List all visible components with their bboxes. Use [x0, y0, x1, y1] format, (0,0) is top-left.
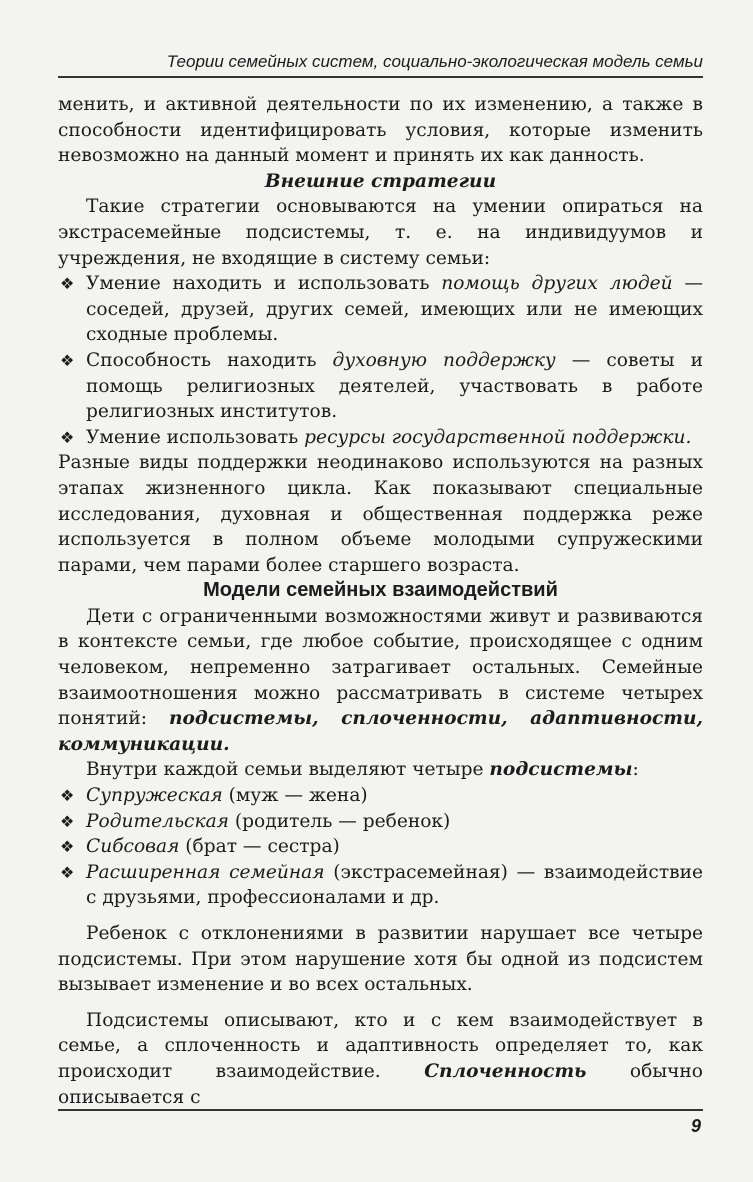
- key-concepts: подсистемы, сплоченности, адаптивности, коммуникации.: [58, 708, 703, 755]
- diamond-bullet-icon: ❖: [60, 274, 75, 294]
- diamond-bullet-icon: ❖: [60, 862, 75, 882]
- intro-paragraph: менить, и активной деятельности по их изменению, а также в способности идентифицировать условия, которые изменить невозможно на данный момент и принять их как данность.: [58, 94, 703, 167]
- diamond-bullet-icon: ❖: [60, 837, 75, 857]
- emphasis: ресурсы государственной поддержки.: [304, 426, 692, 448]
- page-body: [58, 92, 703, 1110]
- subsystems-list: [58, 783, 703, 911]
- diamond-bullet-icon: ❖: [60, 811, 75, 831]
- subheading-external-strategies: Внешние стратегии: [264, 170, 497, 192]
- list-item: ❖ Родительская (родитель — ребенок): [58, 809, 703, 835]
- list-item: ❖ Супружеская (муж — жена): [58, 783, 703, 809]
- models-paragraph-1: Дети с ограниченными возможностями живут и развиваются в контексте семьи, где любое событие, происходящее с одним человеком, непременно затрагивает остальных. Семейные взаимоотношения можно рассматривать в системе четырех понятий: подсистемы, сплоченности, адаптивности, коммуникации.: [58, 605, 703, 755]
- diamond-bullet-icon: ❖: [60, 350, 75, 370]
- term-cohesion: Сплоченность: [424, 1060, 587, 1082]
- diamond-bullet-icon: ❖: [60, 786, 75, 806]
- list-item: ❖ Умение находить и использовать помощь других людей — соседей, друзей, других семей, имеющих или не имеющих сходные проблемы.: [60, 273, 704, 346]
- term-subsystems: подсистемы: [489, 759, 633, 781]
- support-paragraph: Разные виды поддержки неодинаково используются на разных этапах жизненного цикла. Как показывают специальные исследования, духовная и общественная поддержка реже используется в полном объеме молодыми супружескими парами, чем парами более старшего возраста.: [58, 452, 703, 576]
- emphasis: помощь других людей: [441, 273, 673, 295]
- diamond-bullet-icon: ❖: [60, 427, 75, 447]
- models-paragraph-2: Внутри каждой семьи выделяют четыре подсистемы:: [86, 759, 639, 781]
- page-number: 9: [690, 1116, 701, 1136]
- footer-rule: [58, 1109, 703, 1111]
- running-title: Теории семейных систем, социально-экологическая модель семьи: [166, 52, 703, 71]
- list-item: ❖ Умение использовать ресурсы государственной поддержки.: [58, 425, 703, 451]
- external-strategies-list: [58, 271, 703, 450]
- emphasis: духовную поддержку: [332, 349, 556, 371]
- models-paragraph-4: Подсистемы описывают, кто и с кем взаимодействует в семье, а сплоченность и адаптивность определяет то, как происходит взаимодействие. Сплоченность обычно описывается с: [58, 1009, 703, 1108]
- list-item: ❖ Сибсовая (брат — сестра): [58, 834, 703, 860]
- section-title-family-interaction-models: Модели семейных взаимодействий: [203, 579, 558, 602]
- external-lead-paragraph: Такие стратегии основываются на умении опираться на экстрасемейные подсистемы, т. е. на индивидуумов и учреждения, не входящие в систему семьи:: [58, 196, 703, 269]
- running-header: [58, 52, 703, 78]
- models-paragraph-3: Ребенок с отклонениями в развитии нарушает все четыре подсистемы. При этом нарушение хотя бы одной из подсистем вызывает изменение и во всех остальных.: [58, 923, 703, 996]
- list-item: ❖ Расширенная семейная (экстрасемейная) — взаимодействие с друзьями, профессионалами и др.: [60, 861, 704, 909]
- list-item: ❖ Способность находить духовную поддержку — советы и помощь религиозных деятелей, участвовать в работе религиозных институтов.: [60, 349, 703, 423]
